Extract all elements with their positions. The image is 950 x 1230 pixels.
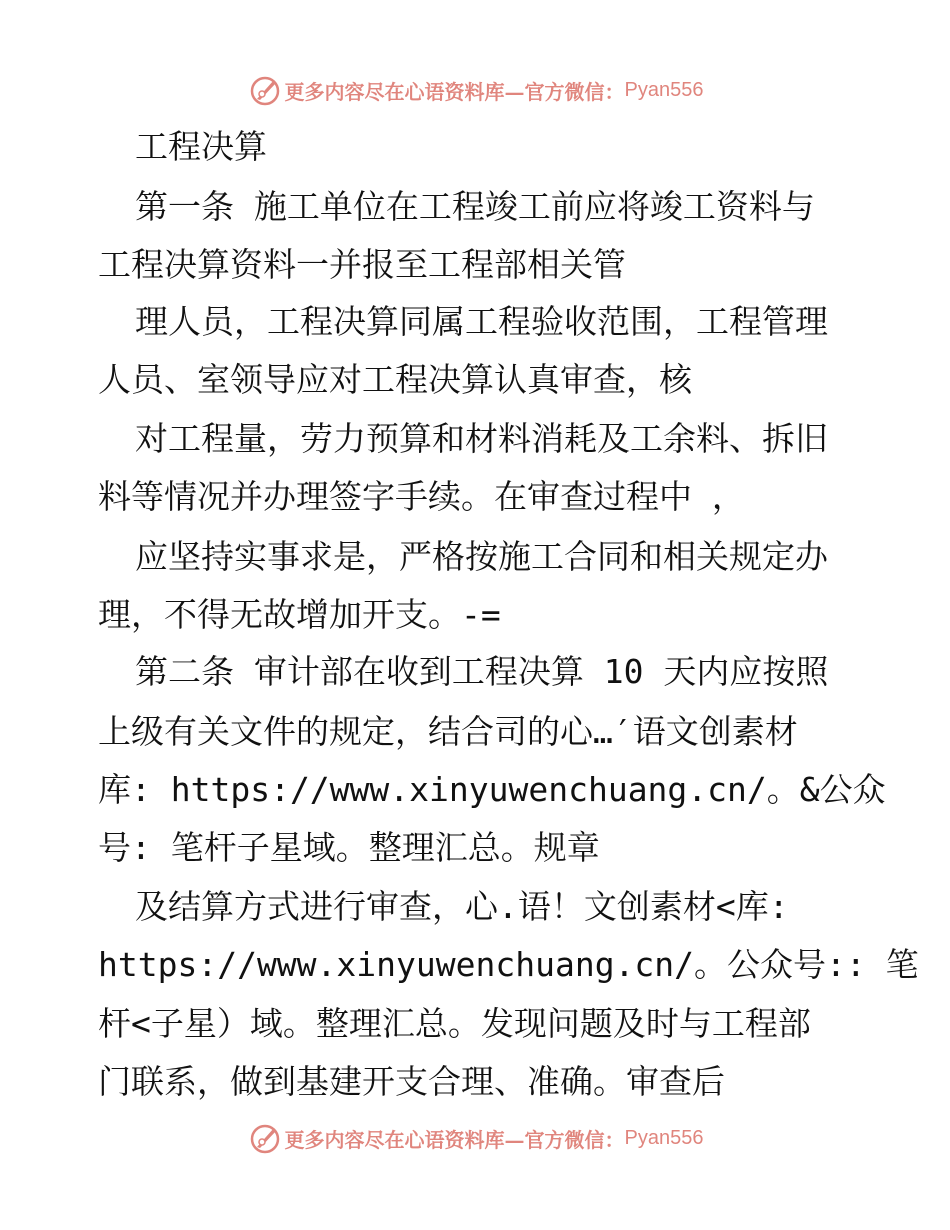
text-line: https://www.xinyuwenchuang.cn/。公众号:: 笔	[98, 945, 919, 984]
watermark-id: Pyan556	[624, 1126, 704, 1149]
text-line: 第一条 施工单位在工程竣工前应将竣工资料与	[135, 187, 815, 226]
text-line: 号: 笔杆子星域。整理汇总。规章	[98, 828, 600, 867]
header-watermark	[0, 70, 950, 110]
text-line: 及结算方式进行审查，心.语！文创素材<库:	[135, 887, 789, 926]
text-line: 对工程量，劳力预算和材料消耗及工余料、拆旧	[135, 419, 828, 458]
text-line: 人员、室领导应对工程决算认真审查，核	[98, 360, 692, 399]
watermark-text: 更多内容尽在心语资料库—官方微信：	[284, 1127, 625, 1152]
text-line: 门联系，做到基建开支合理、准确。审查后	[98, 1062, 725, 1101]
quill-logo-icon	[247, 72, 283, 108]
text-line: 杆<子星）域。整理汇总。发现问题及时与工程部	[98, 1004, 811, 1043]
text-line: 库: https://www.xinyuwenchuang.cn/。&公众	[98, 770, 886, 809]
text-line: 理，不得无故增加开支。-=	[98, 595, 501, 634]
text-line: 料等情况并办理签字手续。在审查过程中 ，	[98, 477, 745, 516]
text-line: 第二条 审计部在收到工程决算 10 天内应按照	[135, 652, 829, 691]
quill-logo-icon	[247, 1120, 283, 1156]
watermark-id: Pyan556	[624, 78, 704, 101]
doc-title: 工程决算	[135, 127, 267, 166]
watermark-text: 更多内容尽在心语资料库—官方微信：	[284, 79, 625, 104]
text-line: 理人员，工程决算同属工程验收范围，工程管理	[135, 302, 828, 341]
footer-watermark	[0, 1118, 950, 1158]
text-line: 工程决算资料一并报至工程部相关管	[98, 245, 626, 284]
text-line: 应坚持实事求是，严格按施工合同和相关规定办	[135, 537, 828, 576]
text-line: 上级有关文件的规定，结合司的心…′语文创素材	[98, 712, 798, 751]
